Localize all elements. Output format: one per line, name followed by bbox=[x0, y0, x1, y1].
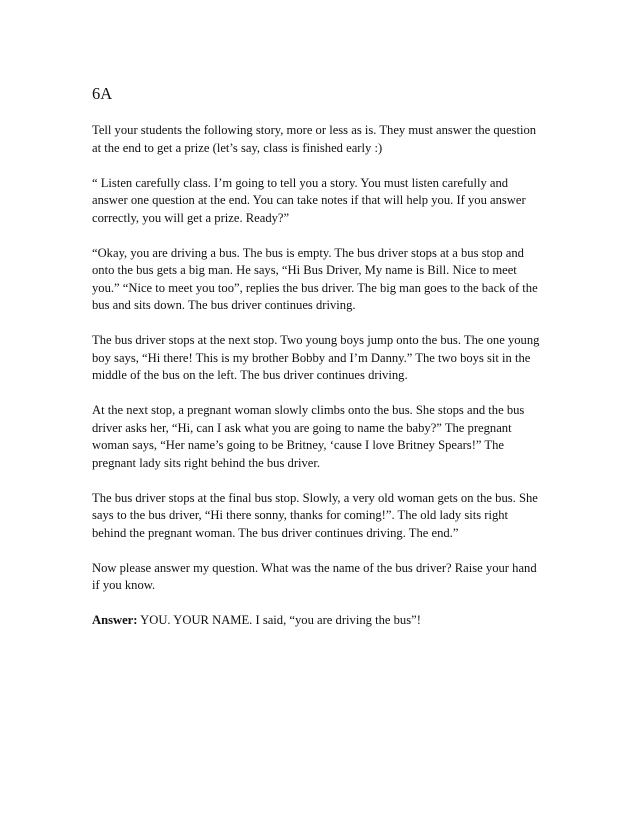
answer-label: Answer: bbox=[92, 613, 138, 627]
story-intro-paragraph: “ Listen carefully class. I’m going to tell you a story. You must listen carefully and answer one question at the end. You can take notes if that will help you. If you answer correctly, you will get a prize. Ready?” bbox=[92, 175, 526, 225]
story-paragraph-big-man: “Okay, you are driving a bus. The bus is empty. The bus driver stops at a bus stop and onto the bus gets a big man. He says, “Hi Bus Driver, My name is Bill. Nice to meet you.” “Nice to meet you too”, replies the bus driver. The big man goes to the back of the bus and sits down. The bus driver continues driving. bbox=[92, 245, 538, 312]
story-paragraph-two-boys: The bus driver stops at the next stop. Two young boys jump onto the bus. The one young boy says, “Hi there! This is my brother Bobby and I’m Danny.” The two boys sit in the middle of the bus on the left. The bus driver continues driving. bbox=[92, 333, 540, 382]
question-paragraph: Now please answer my question. What was the name of the bus driver? Raise your hand if you know. bbox=[92, 560, 537, 592]
answer-text: YOU. YOUR NAME. I said, “you are driving the bus”! bbox=[137, 613, 421, 627]
answer-paragraph bbox=[92, 612, 544, 630]
instruction-paragraph: Tell your students the following story, more or less as is. They must answer the question at the end to get a prize (let’s say, class is finished early :) bbox=[92, 123, 537, 155]
story-paragraph-pregnant-woman: At the next stop, a pregnant woman slowly climbs onto the bus. She stops and the bus driver asks her, “Hi, can I ask what you are going to name the baby?” The pregnant woman says, “Her name’s going to be Britney, ‘cause I love Britney Spears!” The pregnant lady sits right behind the bus driver. bbox=[92, 403, 525, 470]
document-body bbox=[92, 84, 544, 647]
story-paragraph-old-woman: The bus driver stops at the final bus stop. Slowly, a very old woman gets on the bus. She says to the bus driver, “Hi there sonny, thanks for coming!”. The old lady sits right behind the pregnant woman. The bus driver continues driving. The end.” bbox=[92, 490, 538, 540]
document-heading: 6A bbox=[92, 84, 113, 103]
